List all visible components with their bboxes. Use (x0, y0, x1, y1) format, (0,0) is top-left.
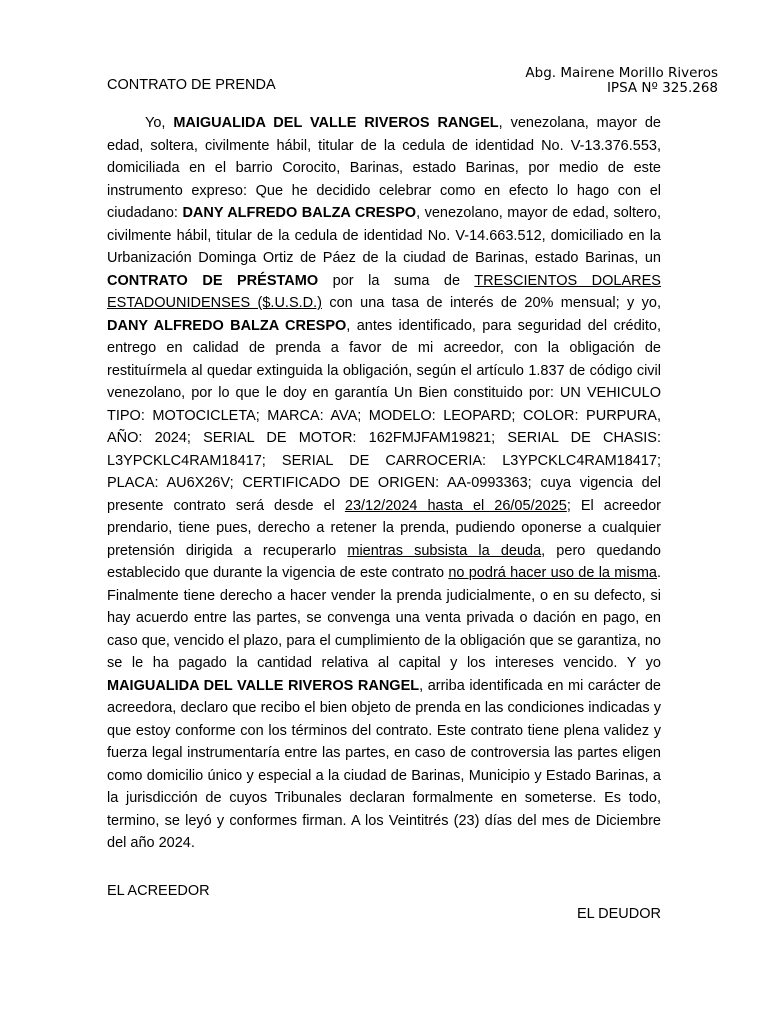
text-run: , venezolano, mayor de edad, soltero, civilmente hábil, titular de la cedula de identidad No. V-14.663.512, domiciliado en la Urbanización Dominga Ortiz de Páez de la ciudad de Barinas, estado Barinas, un (107, 205, 661, 266)
lawyer-header (525, 66, 718, 96)
contract-paragraph (107, 112, 661, 855)
document-title: CONTRATO DE PRENDA (107, 77, 276, 93)
underlined-text-run: mientras subsista la deuda (347, 542, 542, 559)
ipsa-number: IPSA Nº 325.268 (606, 80, 718, 96)
bold-text-run: CONTRATO DE PRÉSTAMO (107, 272, 319, 289)
underlined-text-run: TRESCIENTOS DOLARES ESTADOUNIDENSES ($.U.S.D.) (107, 272, 661, 311)
bold-text-run: DANY ALFREDO BALZA CRESPO (107, 317, 347, 334)
underlined-text-run: no podrá hacer uso de la misma (448, 565, 657, 581)
text-run: ; El acreedor prendario, tiene pues, derecho a retener la prenda, pudiendo oponerse a cualquier pretensión dirigida a recuperarlo (107, 497, 662, 559)
bold-text-run: DANY ALFREDO BALZA CRESPO (182, 205, 417, 221)
text-run: por la suma de (318, 272, 475, 289)
bold-text-run: MAIGUALIDA DEL VALLE RIVEROS RANGEL (107, 677, 420, 694)
text-run: , antes identificado, para seguridad del crédito, entrego en calidad de prenda a favor de mi acreedor, con la obligación de restituírmela al quedar extinguida la obligación, según el artículo 1.837 de código civil venezolano, por lo que le doy en garantía Un Bien constituido por: UN VEHICULO TIPO: MOTOCICLETA; MARCA: AVA; MODELO: LEOPARD; COLOR: PURPURA, AÑO: 2024; SERIAL DE MOTOR: 162FMJFAM19821; SERIAL DE CHASIS: L3YPCKLC4RAM18417; SERIAL DE CARROCERIA: L3YPCKLC4RAM18417; PLACA: AU6X26V; CERTIFICADO DE ORIGEN: AA-0993363; cuya vigencia del presente contrato será desde el (107, 317, 661, 514)
text-run: . Finalmente tiene derecho a hacer vender la prenda judicialmente, o en su defecto, si hay acuerdo entre las partes, se convenga una venta privada o dación en pago, en caso que, vencido el plazo, para el cumplimiento de la obligación que se garantiza, no se le ha pagado la cantidad relativa al capital y los intereses vencido. Y yo (107, 565, 661, 671)
text-run: Yo, (145, 115, 174, 131)
contract-body (107, 112, 661, 855)
creditor-signature-label: EL ACREEDOR (107, 883, 210, 899)
text-run: , pero quedando establecido que durante la vigencia de este contrato (107, 542, 661, 581)
underlined-text-run: 23/12/2024 hasta el 26/05/2025 (344, 497, 567, 514)
debtor-signature-label: EL DEUDOR (576, 906, 661, 922)
bold-text-run: MAIGUALIDA DEL VALLE RIVEROS RANGEL (173, 115, 499, 131)
text-run: con una tasa de interés de 20% mensual; y yo, (321, 295, 661, 311)
lawyer-name: Abg. Mairene Morillo Riveros (525, 65, 718, 81)
text-run: , venezolana, mayor de edad, soltera, civilmente hábil, titular de la cedula de identidad No. V-13.376.553, domiciliada en el barrio Corocito, Barinas, estado Barinas, por medio de este instrumento expreso: Que he decidido celebrar como en efecto lo hago con el ciudadano: (107, 115, 661, 221)
text-run: , arriba identificada en mi carácter de acreedora, declaro que recibo el bien objeto de prenda en las condiciones indicadas y que estoy conforme con los términos del contrato. Este contrato tiene plena validez y fuerza legal instrumentaría entre las partes, en caso de controversia las partes eligen como domicilio único y especial a la ciudad de Barinas, Municipio y Estado Barinas, a la jurisdicción de cuyos Tribunales declaran formalmente en someterse. Es todo, termino, se leyó y conformes firman. A los Veintitrés (23) días del mes de Diciembre del año 2024. (107, 677, 661, 851)
